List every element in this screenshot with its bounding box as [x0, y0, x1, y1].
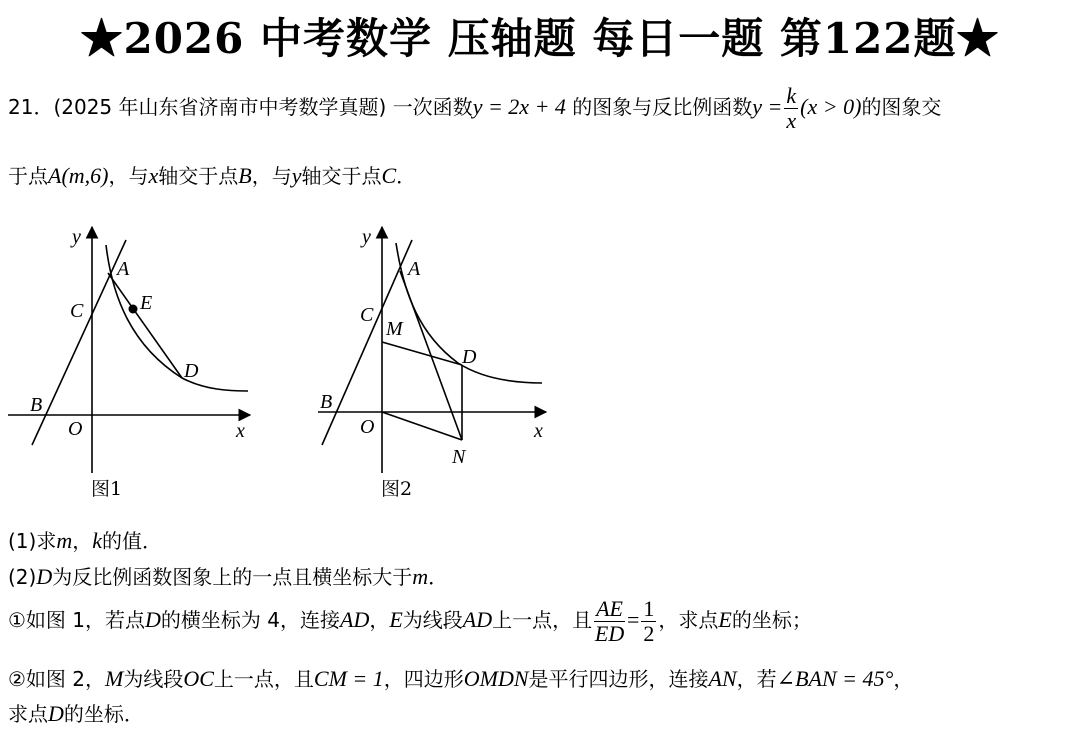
label-y: y	[72, 226, 81, 248]
sub2-e: 是平行四边形，连接	[528, 667, 709, 691]
q2-end: ．	[428, 565, 449, 589]
sub1-e-text: 上一点，且	[492, 608, 593, 632]
label-a: A	[117, 258, 130, 280]
segment-on	[382, 412, 462, 440]
label-x: x	[236, 420, 245, 442]
q1-sep: ，	[72, 529, 93, 553]
sub2-g: ，	[893, 667, 914, 691]
y-variable: y	[291, 163, 302, 188]
question-1	[8, 525, 162, 554]
q2-m: m	[412, 564, 429, 589]
inverse-denominator: x	[786, 108, 797, 133]
problem-text-9: ．	[396, 164, 417, 188]
problem-text-4: 于点	[8, 164, 48, 188]
figure-2-caption: 图2	[381, 478, 413, 500]
problem-text-8: 轴交于点	[301, 164, 382, 188]
problem-line-1	[8, 84, 941, 133]
sub2-f: ，若	[736, 667, 777, 691]
segment-mc	[382, 342, 462, 365]
problem-line-2	[8, 160, 416, 189]
q1-m: m	[56, 528, 73, 553]
inverse-function-lhs: y =	[752, 94, 783, 119]
point-e-dot	[129, 305, 138, 314]
q2-d: D	[36, 564, 53, 589]
linear-graph	[322, 240, 412, 445]
inverse-condition: (x > 0)	[800, 94, 862, 119]
fraction-one-half	[641, 597, 656, 646]
sub1-e: E	[389, 607, 403, 632]
sub2-omdn: OMDN	[463, 666, 529, 691]
problem-text-5: ，与	[108, 164, 149, 188]
problem-text-6: 轴交于点	[158, 164, 239, 188]
figure-2	[300, 215, 560, 505]
label-y: y	[362, 226, 371, 248]
frac-ed: ED	[594, 621, 625, 646]
sub1-c: ，	[369, 608, 390, 632]
point-a: A(m,6)	[48, 163, 109, 188]
sub2-m: M	[105, 666, 124, 691]
figure-1	[0, 215, 280, 505]
sub2-h: 求点	[8, 702, 48, 726]
q1-prefix: (1)求	[8, 529, 57, 553]
x-variable: x	[148, 163, 159, 188]
label-c: C	[360, 304, 374, 326]
problem-source: (2025 年山东省济南市中考数学真题)	[53, 95, 387, 119]
sub2-d: ，四边形	[383, 667, 464, 691]
figure-1-caption: 图1	[91, 478, 123, 500]
frac-ae: AE	[596, 596, 623, 621]
label-d: D	[184, 360, 199, 382]
problem-text-7: ，与	[251, 164, 292, 188]
sub1-f: ，求点	[658, 608, 719, 632]
label-o: O	[360, 416, 375, 438]
frac-1: 1	[643, 596, 655, 621]
linear-function: y = 2x + 4	[472, 94, 566, 119]
label-o: O	[68, 418, 83, 440]
segment-ad	[108, 273, 182, 378]
sub1-d-text: 为线段	[402, 608, 463, 632]
sub2-i: 的坐标．	[63, 702, 144, 726]
q2-text: 为反比例函数图象上的一点且横坐标大于	[52, 565, 413, 589]
sub2-cm: CM = 1	[313, 666, 384, 691]
label-x: x	[534, 420, 543, 442]
fraction-ae-ed	[594, 597, 625, 646]
question-2	[8, 561, 448, 590]
point-c: C	[381, 163, 397, 188]
problem-text-2: 的图象与反比例函数	[572, 95, 753, 119]
sub-question-2-cont	[8, 698, 144, 727]
label-b: B	[30, 394, 43, 416]
label-a: A	[408, 258, 421, 280]
page-title: ★2026 中考数学 压轴题 每日一题 第122题★	[80, 14, 1000, 63]
label-n: N	[452, 446, 466, 468]
segment-an	[400, 271, 462, 440]
q1-suffix: 的值．	[102, 529, 162, 553]
q1-k: k	[92, 528, 102, 553]
sub2-an: AN	[708, 666, 737, 691]
label-d: D	[462, 346, 477, 368]
sub-question-1	[8, 597, 812, 646]
sub1-e2: E	[718, 607, 732, 632]
equals-sign: =	[627, 607, 640, 632]
sub2-b: 为线段	[123, 667, 184, 691]
label-b: B	[320, 391, 333, 413]
label-m: M	[386, 318, 403, 340]
sub2-angle: ∠BAN = 45°	[776, 666, 894, 691]
label-e: E	[140, 292, 153, 314]
sub1-g: 的坐标；	[731, 608, 812, 632]
sub1-d: D	[145, 607, 161, 632]
point-b: B	[238, 163, 252, 188]
problem-number: 21．	[8, 95, 54, 119]
sub1-a: ①如图 1，若点	[8, 608, 146, 632]
sub1-b: 的横坐标为 4，连接	[160, 608, 340, 632]
sub2-oc: OC	[183, 666, 214, 691]
problem-text-1: 一次函数	[392, 95, 473, 119]
q2-prefix: (2)	[8, 565, 37, 589]
inverse-numerator: k	[786, 83, 797, 108]
label-c: C	[70, 300, 84, 322]
frac-2: 2	[643, 621, 655, 646]
sub-question-2	[8, 663, 913, 692]
sub1-ad2: AD	[462, 607, 493, 632]
sub1-ad: AD	[340, 607, 370, 632]
sub2-d-point: D	[48, 701, 64, 726]
sub2-c: 上一点，且	[213, 667, 314, 691]
problem-text-3: 的图象交	[861, 95, 942, 119]
inverse-function-fraction	[784, 84, 798, 133]
sub2-a: ②如图 2，	[8, 667, 106, 691]
